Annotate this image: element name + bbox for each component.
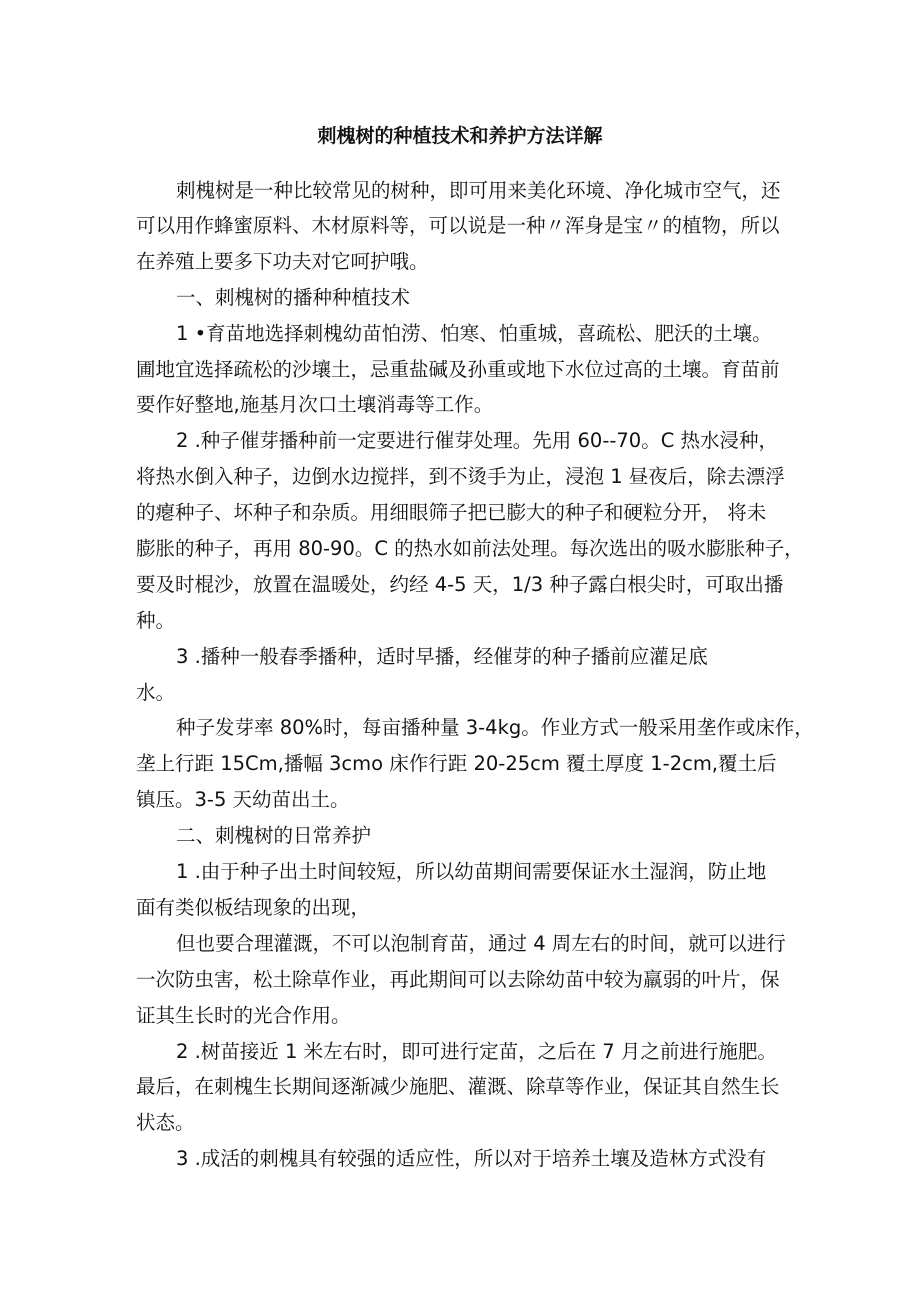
- care-1b-line-1: 但也要合理灌溉，不可以泡制育苗，通过 4 周左右的时间，就可以进行: [176, 932, 786, 955]
- document-title: 刺槐树的种植技术和养护方法详解: [317, 125, 603, 147]
- step-2-line-2: 将热水倒入种子，边倒水边搅拌，到不烫手为止，浸泡 1 昼夜后，除去漂浮: [136, 465, 785, 488]
- care-2-line-3: 状态。: [136, 1111, 195, 1134]
- care-3-line-1: 3 .成活的刺槐具有较强的适应性，所以对于培养土壤及造林方式没有: [176, 1147, 767, 1170]
- care-1b-line-2: 一次防虫害，松土除草作业，再此期间可以去除幼苗中较为羸弱的叶片，保: [136, 968, 780, 991]
- step-2-line-3: 的瘪种子、坏种子和杂质。用细眼筛子把已膨大的种子和硬粒分开， 将未: [136, 501, 767, 524]
- intro-line-1: 刺槐树是一种比较常见的树种，即可用来美化环境、净化城市空气，还: [176, 179, 781, 202]
- intro-line-3: 在养殖上要多下功夫对它呵护哦。: [136, 250, 429, 273]
- sowing-line-3: 镇压。3-5 天幼苗出土。: [136, 788, 350, 811]
- care-1-line-2: 面有类似板结现象的出现，: [136, 896, 371, 919]
- step-2-line-6: 种。: [136, 609, 176, 632]
- section-heading-1: 一、刺槐树的播种种植技术: [176, 286, 411, 309]
- step-3-line-2: 水。: [136, 681, 176, 704]
- intro-line-2: 可以用作蜂蜜原料、木材原料等，可以说是一种〃浑身是宝〃的植物，所以: [136, 214, 780, 237]
- step-2-line-4: 膨胀的种子，再用 80-90。C 的热水如前法处理。每次选出的吸水膨胀种子，: [136, 537, 804, 560]
- care-2-line-2: 最后，在刺槐生长期间逐渐减少施肥、灌溉、除草等作业，保证其自然生长: [136, 1075, 780, 1098]
- care-1b-line-3: 证其生长时的光合作用。: [136, 1004, 351, 1027]
- step-1-line-2: 圃地宜选择疏松的沙壤土，忌重盐碱及孙重或地下水位过高的土壤。育苗前: [136, 358, 780, 381]
- section-heading-2: 二、刺槐树的日常养护: [176, 824, 372, 847]
- care-1-line-1: 1 .由于种子出土时间较短，所以幼苗期间需要保证水土湿润，防止地: [176, 860, 767, 883]
- step-1-line-1: 1 •育苗地选择刺槐幼苗怕涝、怕寒、怕重城，喜疏松、肥沃的土壤。: [176, 322, 772, 345]
- sowing-line-2: 垄上行距 15Cm,播幅 3cmo 床作行距 20-25cm 覆土厚度 1-2cm,覆土后: [136, 752, 777, 775]
- step-2-line-1: 2 .种子催芽播种前一定要进行催芽处理。先用 60--70。C 热水浸种，: [176, 429, 779, 452]
- sowing-line-1: 种子发芽率 80%时，每亩播种量 3-4kg。作业方式一般采用垄作或床作，: [176, 716, 814, 739]
- step-2-line-5: 要及时棍沙，放置在温暖处，约经 4-5 天，1/3 种子露白根尖时，可取出播: [136, 573, 784, 596]
- step-3-line-1: 3 .播种一般春季播种，适时早播，经催芽的种子播前应灌足底: [176, 645, 708, 668]
- care-2-line-1: 2 .树苗接近 1 米左右时，即可进行定苗，之后在 7 月之前进行施肥。: [176, 1040, 777, 1063]
- step-1-line-3: 要作好整地,施基月次口土壤消毒等工作。: [136, 393, 494, 416]
